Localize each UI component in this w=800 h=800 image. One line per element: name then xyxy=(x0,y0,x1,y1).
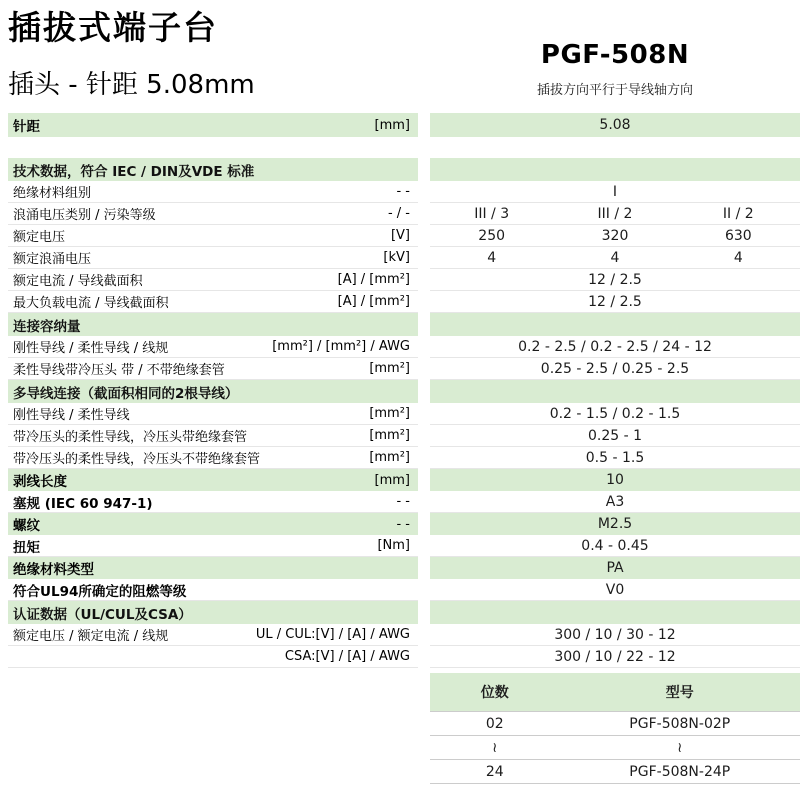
spec-value: 12 / 2.5 xyxy=(588,271,642,288)
spec-row-right xyxy=(430,225,800,247)
spec-unit: [A] / [mm²] xyxy=(337,272,410,287)
spec-label: 绝缘材料类型 xyxy=(13,562,94,578)
order-table xyxy=(430,673,800,784)
spec-label: 针距 xyxy=(13,119,40,135)
spec-value: 0.4 - 0.45 xyxy=(581,537,649,554)
spec-row-right xyxy=(430,469,800,491)
spec-unit: UL / CUL:[V] / [A] / AWG xyxy=(255,627,410,642)
spec-row xyxy=(0,247,800,269)
spec-unit: - - xyxy=(396,184,410,199)
section-header-row xyxy=(0,313,800,336)
spec-row xyxy=(0,535,800,557)
spec-row xyxy=(0,358,800,380)
spec-values xyxy=(430,361,800,377)
spec-value: A3 xyxy=(605,493,625,510)
spec-row xyxy=(0,425,800,447)
product-name: PGF-508N xyxy=(540,40,690,70)
spec-value: 0.2 - 1.5 / 0.2 - 1.5 xyxy=(549,405,681,422)
spec-row xyxy=(0,646,800,668)
spec-unit: [mm²] xyxy=(369,361,410,376)
datasheet-header xyxy=(0,0,800,113)
spec-values xyxy=(430,560,800,576)
spec-row-right xyxy=(430,181,800,203)
spec-unit: [V] xyxy=(390,228,410,243)
spec-row-right xyxy=(430,425,800,447)
spec-value: 0.5 - 1.5 xyxy=(585,449,645,466)
spec-value: 630 xyxy=(724,227,752,244)
spec-row-left xyxy=(8,646,418,668)
spec-values xyxy=(430,472,800,488)
spec-values xyxy=(430,339,800,355)
order-positions-cell: 02 xyxy=(485,715,504,732)
section-header-row xyxy=(0,601,800,624)
spec-unit: [Nm] xyxy=(377,538,410,553)
spec-row xyxy=(0,491,800,513)
section-label: 连接容纳量 xyxy=(8,313,418,336)
spec-row-left xyxy=(8,225,418,247)
spec-table xyxy=(0,113,800,668)
spec-label: 额定电压 / 额定电流 / 线规 xyxy=(13,629,169,644)
spec-value: M2.5 xyxy=(597,516,633,532)
spec-row-right xyxy=(430,403,800,425)
spec-row-left xyxy=(8,358,418,380)
spec-row-right xyxy=(430,491,800,513)
spec-label: 柔性导线带冷压头 带 / 不带绝缘套管 xyxy=(13,363,225,378)
spec-label: 浪涌电压类别 / 污染等级 xyxy=(13,208,156,223)
spec-row-left xyxy=(8,425,418,447)
spec-value: 0.25 - 1 xyxy=(587,427,643,444)
page-title: 插拔式端子台 xyxy=(8,8,218,47)
spec-row-left xyxy=(8,336,418,358)
spec-value: 4 xyxy=(733,249,743,266)
spec-values xyxy=(430,117,800,133)
spec-row xyxy=(0,113,800,137)
spec-row xyxy=(0,447,800,469)
spec-value: II / 2 xyxy=(722,205,754,222)
spec-label: 剥线长度 xyxy=(13,474,67,490)
spec-row xyxy=(0,579,800,601)
spec-unit: CSA:[V] / [A] / AWG xyxy=(284,649,410,664)
spec-values xyxy=(430,450,800,466)
spec-label: 带冷压头的柔性导线，冷压头带绝缘套管 xyxy=(13,430,248,445)
spec-label: 绝缘材料组别 xyxy=(13,186,92,201)
section-header-row xyxy=(0,380,800,403)
spec-unit: [kV] xyxy=(383,250,410,265)
spec-row xyxy=(0,291,800,313)
spec-row-right xyxy=(430,513,800,535)
spec-values xyxy=(430,272,800,288)
spec-row-right xyxy=(430,646,800,668)
spec-row-left xyxy=(8,403,418,425)
spec-value: 12 / 2.5 xyxy=(588,293,642,310)
spec-row-right xyxy=(430,557,800,579)
spec-row-left xyxy=(8,469,418,491)
spec-value: 300 / 10 / 22 - 12 xyxy=(554,648,676,665)
spec-row-right xyxy=(430,203,800,225)
spec-row xyxy=(0,203,800,225)
section-header-fill xyxy=(430,158,800,181)
spec-values xyxy=(430,582,800,598)
spec-row xyxy=(0,557,800,579)
spec-values xyxy=(430,538,800,554)
spec-row-right xyxy=(430,624,800,646)
spec-row-left xyxy=(8,181,418,203)
spec-row-right xyxy=(430,336,800,358)
spec-label: 刚性导线 / 柔性导线 / 线规 xyxy=(13,341,169,356)
spec-label: 刚性导线 / 柔性导线 xyxy=(13,408,130,423)
spec-value: V0 xyxy=(605,581,625,598)
table-gap xyxy=(0,137,800,158)
spec-row-right xyxy=(430,447,800,469)
spec-row-left xyxy=(8,513,418,535)
spec-unit: [mm²] xyxy=(369,450,410,465)
order-table-row xyxy=(430,712,800,736)
section-label: 多导线连接（截面积相同的2根导线） xyxy=(8,380,418,403)
spec-row xyxy=(0,181,800,203)
spec-unit: [mm²] xyxy=(369,406,410,421)
section-label: 认证数据（UL/CUL及CSA） xyxy=(8,601,418,624)
spec-row-left xyxy=(8,291,418,313)
spec-row-left xyxy=(8,624,418,646)
spec-unit: [A] / [mm²] xyxy=(337,294,410,309)
order-col-header: 位数 xyxy=(480,685,509,701)
spec-values xyxy=(430,649,800,665)
order-model-cell: PGF-508N-02P xyxy=(629,715,731,732)
order-model-cell: PGF-508N-24P xyxy=(629,763,731,780)
spec-row xyxy=(0,513,800,535)
spec-value: 10 xyxy=(606,472,624,488)
spec-values xyxy=(430,627,800,643)
spec-row-left xyxy=(8,203,418,225)
spec-row xyxy=(0,269,800,291)
spec-row-left xyxy=(8,535,418,557)
spec-row xyxy=(0,336,800,358)
spec-value: III / 2 xyxy=(597,205,633,222)
spec-row-left xyxy=(8,247,418,269)
order-table-row xyxy=(430,736,800,760)
spec-row xyxy=(0,624,800,646)
spec-label: 符合UL94所确定的阻燃等级 xyxy=(13,583,187,600)
spec-unit: - - xyxy=(396,494,410,509)
spec-row-right xyxy=(430,579,800,601)
spec-row-right xyxy=(430,535,800,557)
spec-value: 4 xyxy=(487,249,497,266)
spec-label: 塞规 (IEC 60 947-1) xyxy=(13,495,153,512)
spec-values xyxy=(430,516,800,532)
spec-value: PA xyxy=(606,560,624,576)
order-positions-cell: ≀ xyxy=(492,739,498,756)
order-table-row xyxy=(430,760,800,784)
spec-row-left xyxy=(8,113,418,137)
section-label: 技术数据，符合 IEC / DIN及VDE 标准 xyxy=(8,158,418,181)
spec-label: 扭矩 xyxy=(13,539,40,556)
spec-values xyxy=(430,206,800,222)
spec-unit: - / - xyxy=(387,206,410,221)
spec-row-left xyxy=(8,447,418,469)
spec-value: 300 / 10 / 30 - 12 xyxy=(554,626,676,643)
spec-unit: [mm] xyxy=(374,117,410,133)
spec-values xyxy=(430,184,800,200)
spec-row-left xyxy=(8,579,418,601)
spec-unit: [mm] xyxy=(374,472,410,488)
spec-values xyxy=(430,494,800,510)
spec-unit: - - xyxy=(396,516,410,532)
spec-value: III / 3 xyxy=(474,205,510,222)
section-header-fill xyxy=(430,601,800,624)
spec-row-left xyxy=(8,269,418,291)
spec-unit: [mm²] / [mm²] / AWG xyxy=(272,339,410,354)
spec-row-right xyxy=(430,247,800,269)
spec-values xyxy=(430,250,800,266)
section-header-fill xyxy=(430,380,800,403)
spec-value: 0.25 - 2.5 / 0.25 - 2.5 xyxy=(540,360,690,377)
spec-row-right xyxy=(430,269,800,291)
spec-row xyxy=(0,403,800,425)
product-block xyxy=(430,40,800,98)
section-header-fill xyxy=(430,313,800,336)
spec-value: 0.2 - 2.5 / 0.2 - 2.5 / 24 - 12 xyxy=(518,338,712,355)
spec-unit: [mm²] xyxy=(369,428,410,443)
spec-row-left xyxy=(8,557,418,579)
order-model-cell: ≀ xyxy=(677,739,683,756)
spec-row-right xyxy=(430,113,800,137)
spec-label: 螺纹 xyxy=(13,518,40,534)
spec-value: I xyxy=(612,183,618,200)
section-header-row xyxy=(0,158,800,181)
spec-values xyxy=(430,228,800,244)
spec-value: 5.08 xyxy=(599,117,631,133)
page-subtitle: 插头 - 针距 5.08mm xyxy=(8,70,255,100)
spec-value: 320 xyxy=(601,227,629,244)
spec-label: 额定浪涌电压 xyxy=(13,252,92,267)
spec-row xyxy=(0,225,800,247)
spec-label: 额定电流 / 导线截面积 xyxy=(13,274,143,289)
product-note: 插拔方向平行于导线轴方向 xyxy=(536,83,693,98)
spec-row-right xyxy=(430,358,800,380)
spec-label: 额定电压 xyxy=(13,230,66,245)
spec-values xyxy=(430,406,800,422)
order-table-header xyxy=(430,673,800,712)
order-positions-cell: 24 xyxy=(485,763,504,780)
spec-value: 4 xyxy=(610,249,620,266)
spec-values xyxy=(430,294,800,310)
spec-label: 带冷压头的柔性导线，冷压头不带绝缘套管 xyxy=(13,452,261,467)
spec-row-left xyxy=(8,491,418,513)
spec-row xyxy=(0,469,800,491)
spec-values xyxy=(430,428,800,444)
spec-label: 最大负载电流 / 导线截面积 xyxy=(13,296,169,311)
spec-row-right xyxy=(430,291,800,313)
spec-value: 250 xyxy=(478,227,506,244)
order-col-header: 型号 xyxy=(665,685,694,701)
